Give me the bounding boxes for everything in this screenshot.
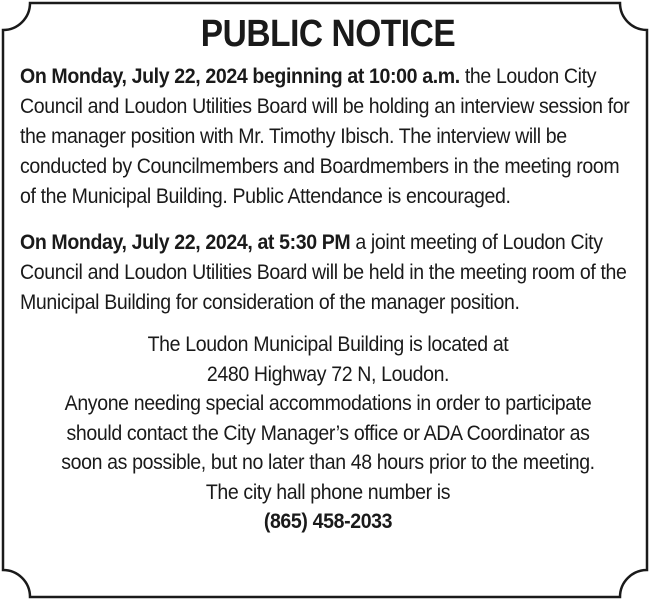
joint-meeting-date-lead: On Monday, July 22, 2024, at 5:30 PM [20,231,351,254]
accommodations-line-1: Anyone needing special accommodations in order to participate [64,392,592,415]
interview-date-lead: On Monday, July 22, 2024 beginning at 10:00 a.m. [20,65,460,88]
joint-meeting-body: a joint meeting of Loudon City Council and Loudon Utilities Board will be held in the meeting room of the Municipal Building for consideration of the manager position. [20,231,627,314]
location-line: The Loudon Municipal Building is located at [147,333,509,356]
interview-body: the Loudon City Council and Loudon Utilities Board will be holding an interview session for the manager position with Mr. Timothy Ibisch. The interview will be conducted by Councilmembers and Boardmembers in the meeting room of the Municipal Building. Public Attendance is encouraged. [20,65,630,208]
phone-intro-line: The city hall phone number is [205,480,451,504]
interview-paragraph [20,62,638,212]
accommodations-line-2: should contact the City Manager’s office or ADA Coordinator as [66,421,590,445]
address-line: 2480 Highway 72 N, Loudon. [206,362,450,386]
accommodations-line-3: soon as possible, but no later than 48 hours prior to the meeting. [61,451,595,474]
notice-title: PUBLIC NOTICE [200,13,456,55]
contact-info [42,330,615,537]
joint-meeting-paragraph [20,228,638,318]
notice-content [20,12,636,537]
phone-number: (865) 458-2033 [263,510,393,533]
